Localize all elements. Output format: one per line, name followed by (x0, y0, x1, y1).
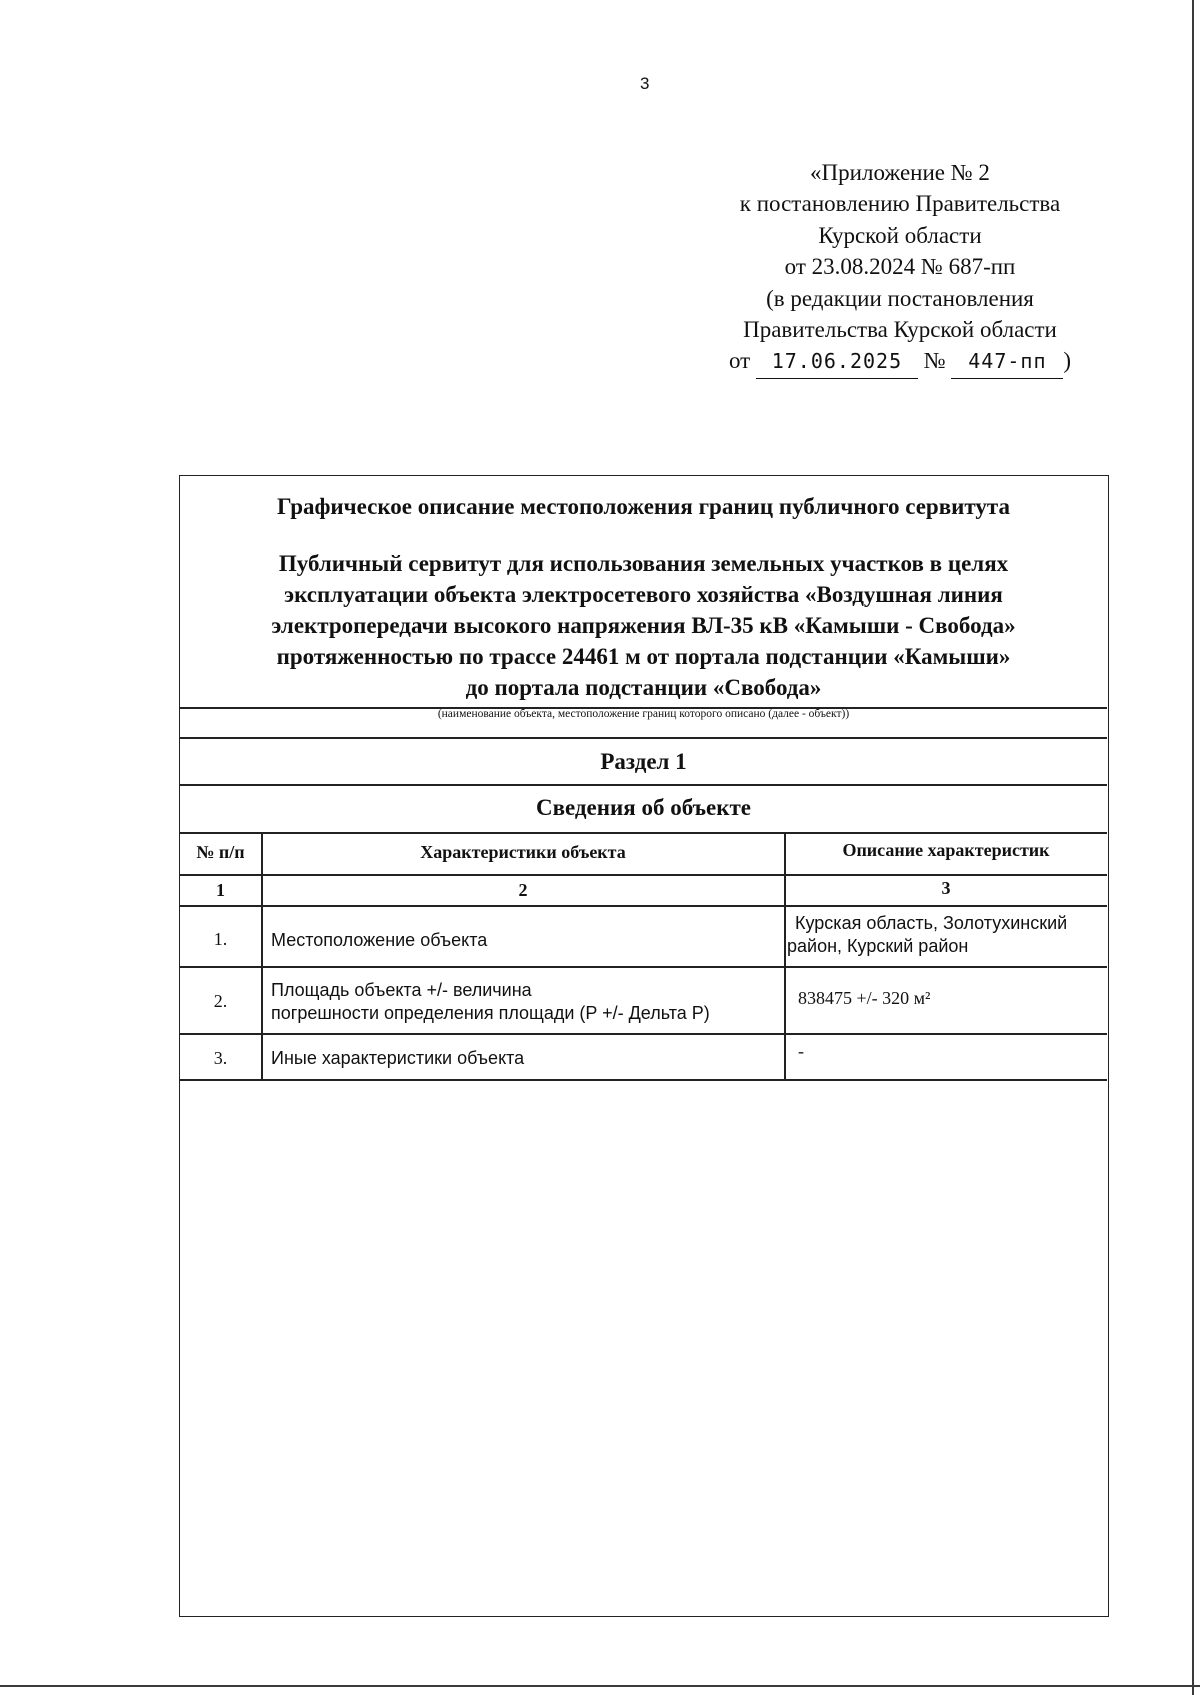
amend-prefix: от (728, 348, 751, 374)
row-1-characteristic: Местоположение объекта (271, 930, 488, 950)
row-2-characteristic (271, 979, 781, 1025)
row-3-characteristic: Иные характеристики объекта (271, 1048, 525, 1068)
amend-date: 17.06.2025 (756, 346, 918, 378)
header-characteristic: Характеристики объекта (420, 842, 626, 862)
table-column-divider-1 (261, 832, 263, 1080)
divider-caption-bottom (180, 737, 1107, 739)
row-2-description: 838475 +/- 320 м² (798, 988, 931, 1008)
row-1-description-line-2: район, Курский район (787, 936, 969, 956)
row-1-description (787, 912, 1105, 958)
appendix-line-3: Курской области (818, 222, 982, 248)
document-frame (179, 475, 1109, 1617)
amend-close: ) (1063, 348, 1072, 374)
section-title: Раздел 1 (600, 749, 687, 774)
appendix-line-1: «Приложение № 2 (810, 160, 990, 185)
table-bottom-line (180, 1079, 1107, 1081)
amend-number-sign: № (923, 348, 946, 374)
table-column-divider-2 (784, 832, 786, 1080)
row-3-number: 3. (213, 1048, 228, 1068)
description-line-3: электропередачи высокого напряжения ВЛ-35 кВ «Камыши - Свобода» (271, 613, 1016, 638)
divider-section (180, 784, 1107, 786)
table-top-line (180, 832, 1107, 834)
appendix-header (660, 157, 1140, 379)
amendment-line (660, 345, 1140, 378)
row-1-number: 1. (213, 929, 228, 949)
description-line-4: протяженностью по трассе 24461 м от портала подстанции «Камыши» (276, 644, 1011, 669)
appendix-line-2: к постановлению Правительства (739, 191, 1061, 217)
appendix-line-5: (в редакции постановления (766, 285, 1034, 311)
table-row-1-line (180, 966, 1107, 968)
scan-edge-bottom (0, 1685, 1200, 1687)
row-2-characteristic-line-1: Площадь объекта +/- величина (271, 980, 532, 1000)
description-line-2: эксплуатации объекта электросетевого хозяйства «Воздушная линия (284, 582, 1003, 607)
object-caption: (наименование объекта, местоположение границ которого описано (далее - объект)) (437, 708, 850, 720)
column-number-2: 2 (518, 880, 528, 900)
header-description: Описание характеристик (842, 840, 1050, 860)
column-number-3: 3 (941, 878, 951, 898)
header-number: № п/п (196, 842, 245, 862)
appendix-line-4: от 23.08.2024 № 687-пп (784, 254, 1016, 280)
table-numbers-line (180, 905, 1107, 907)
table-header-line (180, 874, 1107, 876)
description-line-1: Публичный сервитут для использования земельных участков в целях (278, 551, 1009, 576)
row-1-description-line-1: Курская область, Золотухинский (795, 913, 1068, 933)
row-3-description: - (798, 1041, 804, 1061)
row-2-number: 2. (213, 991, 228, 1011)
description-line-5: до портала подстанции «Свобода» (465, 675, 822, 700)
appendix-line-6: Правительства Курской области (743, 317, 1057, 343)
column-number-1: 1 (216, 880, 225, 900)
page-number: 3 (640, 74, 650, 93)
subsection-title: Сведения об объекте (535, 795, 752, 820)
object-description (180, 548, 1107, 703)
scan-edge-right (1192, 0, 1194, 1695)
row-2-characteristic-line-2: погрешности определения площади (P +/- Дельта P) (271, 1003, 710, 1023)
table-row-2-line (180, 1033, 1107, 1035)
document-heading: Графическое описание местоположения границ публичного сервитута (277, 494, 1010, 519)
amend-number: 447-пп (951, 346, 1063, 378)
